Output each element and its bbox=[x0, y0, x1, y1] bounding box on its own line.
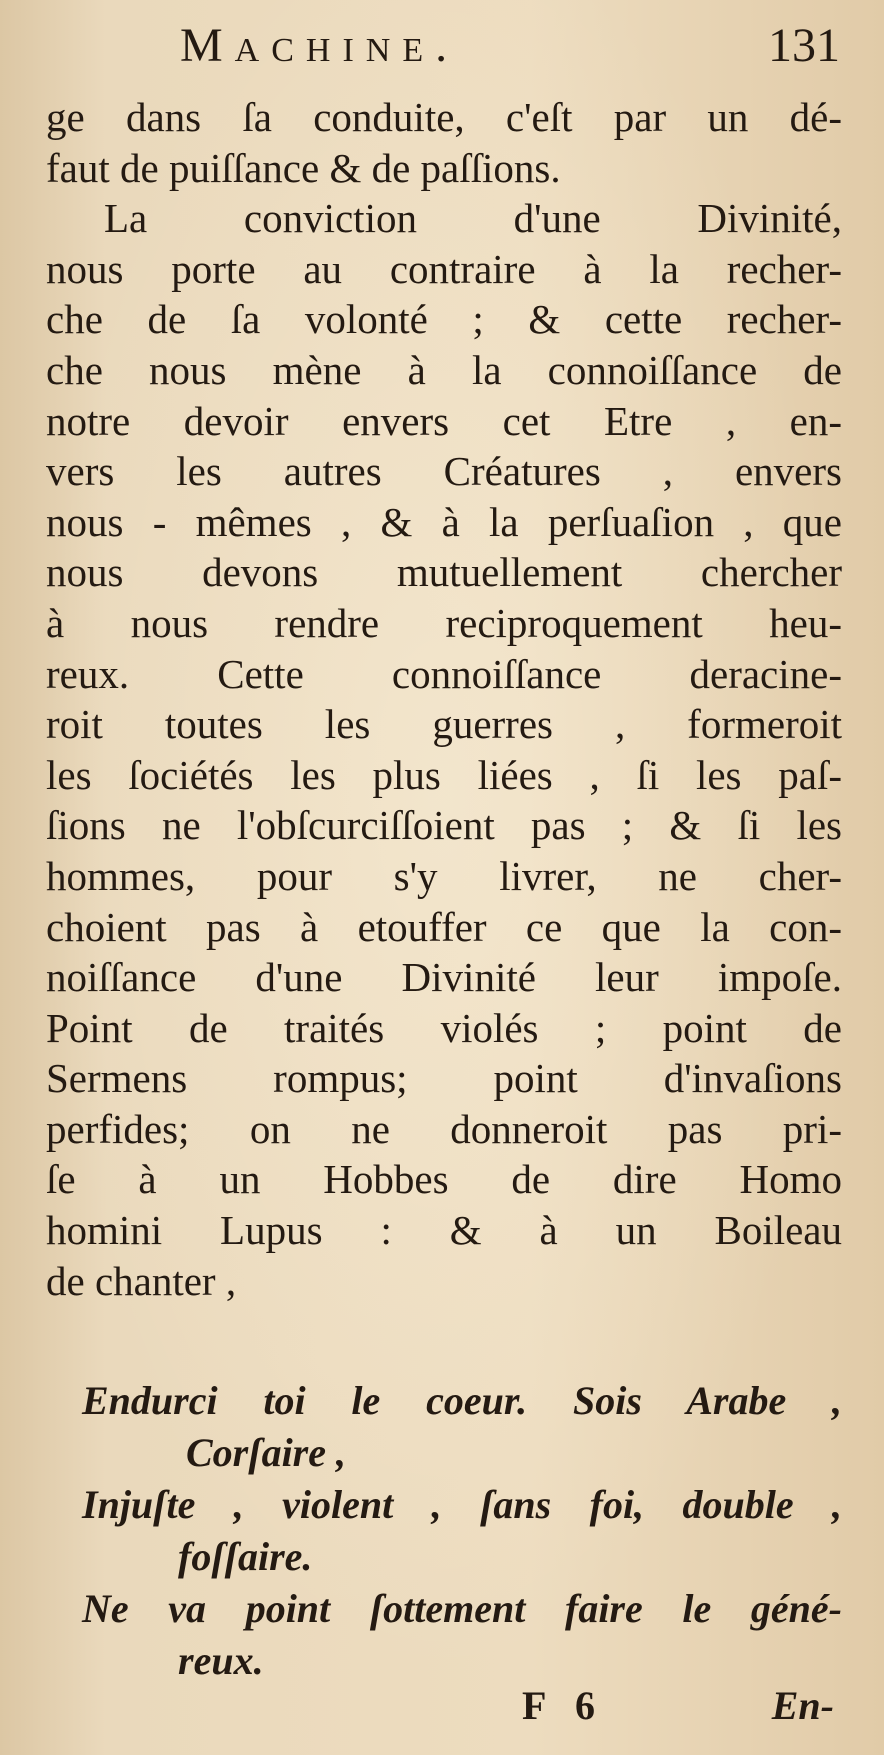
verse-line: Injuſte , violent , ſans foi, double , bbox=[82, 1482, 842, 1527]
page-header bbox=[180, 18, 840, 80]
text-line: nous devons mutuellement chercher bbox=[46, 549, 842, 596]
text-line: vers les autres Créatures , envers bbox=[46, 448, 842, 495]
page-footer bbox=[0, 1682, 884, 1738]
text-line: che nous mène à la connoiſſance de bbox=[46, 346, 842, 393]
signature-mark: F 6 bbox=[522, 1683, 605, 1728]
text-line: che de ſa volonté ; & cette recher- bbox=[46, 296, 842, 343]
text-line: perfides; on ne donneroit pas pri- bbox=[46, 1105, 842, 1152]
text-line: homini Lupus : & à un Boileau bbox=[46, 1207, 842, 1254]
text-line: nous - mêmes , & à la perſuaſion , que bbox=[46, 498, 842, 545]
running-title: Machine. bbox=[180, 19, 460, 72]
verse-line: foſſaire. bbox=[178, 1534, 313, 1579]
text-line: reux. Cette connoiſſance deracine- bbox=[46, 650, 842, 697]
page-number: 131 bbox=[768, 19, 840, 72]
verse-line: Endurci toi le coeur. Sois Arabe , bbox=[82, 1378, 842, 1423]
text-line: choient pas à etouffer ce que la con- bbox=[46, 903, 842, 950]
text-line: Sermens rompus; point d'invaſions bbox=[46, 1055, 842, 1102]
text-line: de chanter , bbox=[46, 1257, 237, 1304]
text-line: les ſociétés les plus liées , ſi les paſ- bbox=[46, 751, 842, 798]
body-text bbox=[46, 92, 842, 1306]
verse-line: reux. bbox=[178, 1638, 264, 1683]
text-line: notre devoir envers cet Etre , en- bbox=[46, 397, 842, 444]
verse-quotation bbox=[82, 1375, 842, 1687]
verse-line: Ne va point ſottement faire le géné- bbox=[82, 1586, 842, 1631]
text-line: ſe à un Hobbes de dire Homo bbox=[46, 1156, 842, 1203]
text-line: nous porte au contraire à la recher- bbox=[46, 245, 842, 292]
catchword: En- bbox=[771, 1683, 834, 1728]
text-line: à nous rendre reciproquement heu- bbox=[46, 599, 842, 646]
verse-line: Corſaire , bbox=[186, 1430, 346, 1475]
text-line: noiſſance d'une Divinité leur impoſe. bbox=[46, 954, 842, 1001]
text-line: ſions ne l'obſcurciſſoient pas ; & ſi les bbox=[46, 802, 842, 849]
text-line: La conviction d'une Divinité, bbox=[104, 195, 842, 242]
text-line: roit toutes les guerres , formeroit bbox=[46, 701, 842, 748]
text-line: faut de puiſſance & de paſſions. bbox=[46, 144, 561, 191]
text-line: hommes, pour s'y livrer, ne cher- bbox=[46, 852, 842, 899]
text-line: Point de traités violés ; point de bbox=[46, 1004, 842, 1051]
text-line: ge dans ſa conduite, c'eſt par un dé- bbox=[46, 94, 842, 140]
